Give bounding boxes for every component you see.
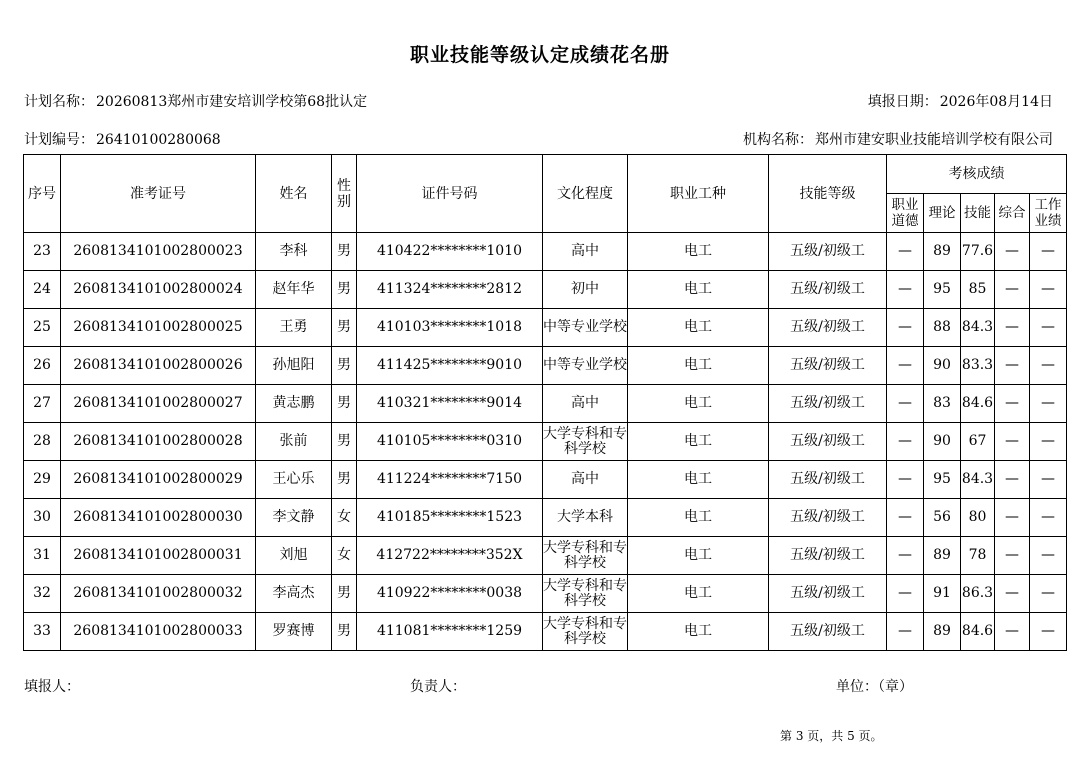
cell-work: — bbox=[1030, 233, 1067, 271]
cell-occupation: 电工 bbox=[628, 423, 769, 461]
cell-theory: 89 bbox=[924, 613, 961, 651]
cell-theory: 89 bbox=[924, 537, 961, 575]
plan-number-value: 26410100280068 bbox=[96, 132, 221, 148]
cell-name: 王心乐 bbox=[256, 461, 332, 499]
cell-skill: 86.3 bbox=[961, 575, 995, 613]
table-row bbox=[24, 461, 1067, 499]
cell-level: 五级/初级工 bbox=[769, 575, 887, 613]
cell-name: 王勇 bbox=[256, 309, 332, 347]
cell-id-no: 412722********352X bbox=[357, 537, 543, 575]
cell-gender: 男 bbox=[332, 613, 357, 651]
cell-id-no: 410922********0038 bbox=[357, 575, 543, 613]
cell-theory: 83 bbox=[924, 385, 961, 423]
cell-ethics: — bbox=[887, 575, 924, 613]
cell-ticket: 2608134101002800027 bbox=[61, 385, 256, 423]
fill-date-value: 2026年08月14日 bbox=[939, 94, 1053, 110]
cell-theory: 90 bbox=[924, 423, 961, 461]
cell-education: 大学本科 bbox=[543, 499, 628, 537]
header-occupation: 职业工种 bbox=[628, 155, 769, 233]
cell-ticket: 2608134101002800025 bbox=[61, 309, 256, 347]
cell-ticket: 2608134101002800030 bbox=[61, 499, 256, 537]
org-name-value: 郑州市建安职业技能培训学校有限公司 bbox=[815, 132, 1053, 148]
header-skill: 技能 bbox=[961, 194, 995, 233]
cell-occupation: 电工 bbox=[628, 233, 769, 271]
cell-gender: 女 bbox=[332, 499, 357, 537]
table-row bbox=[24, 613, 1067, 651]
cell-overall: — bbox=[995, 347, 1030, 385]
cell-ticket: 2608134101002800024 bbox=[61, 271, 256, 309]
cell-id-no: 411224********7150 bbox=[357, 461, 543, 499]
cell-id-no: 411081********1259 bbox=[357, 613, 543, 651]
cell-education: 高中 bbox=[543, 385, 628, 423]
cell-overall: — bbox=[995, 537, 1030, 575]
cell-ticket: 2608134101002800029 bbox=[61, 461, 256, 499]
cell-overall: — bbox=[995, 271, 1030, 309]
cell-gender: 男 bbox=[332, 347, 357, 385]
cell-gender: 男 bbox=[332, 423, 357, 461]
cell-work: — bbox=[1030, 461, 1067, 499]
table-row bbox=[24, 309, 1067, 347]
header-id-no: 证件号码 bbox=[357, 155, 543, 233]
cell-skill: 84.3 bbox=[961, 461, 995, 499]
cell-overall: — bbox=[995, 233, 1030, 271]
cell-name: 黄志鹏 bbox=[256, 385, 332, 423]
cell-work: — bbox=[1030, 385, 1067, 423]
responsible-person-label: 负责人： bbox=[410, 679, 466, 695]
cell-overall: — bbox=[995, 461, 1030, 499]
table-row bbox=[24, 575, 1067, 613]
cell-work: — bbox=[1030, 347, 1067, 385]
cell-skill: 84.3 bbox=[961, 309, 995, 347]
cell-work: — bbox=[1030, 309, 1067, 347]
cell-name: 赵年华 bbox=[256, 271, 332, 309]
org-name-label: 机构名称： bbox=[743, 132, 813, 148]
cell-id-no: 410105********0310 bbox=[357, 423, 543, 461]
cell-id-no: 410321********9014 bbox=[357, 385, 543, 423]
cell-occupation: 电工 bbox=[628, 537, 769, 575]
cell-seq: 23 bbox=[24, 233, 61, 271]
cell-seq: 33 bbox=[24, 613, 61, 651]
cell-seq: 27 bbox=[24, 385, 61, 423]
table-row bbox=[24, 347, 1067, 385]
cell-education: 大学专科和专科学校 bbox=[543, 537, 628, 575]
cell-level: 五级/初级工 bbox=[769, 423, 887, 461]
cell-theory: 89 bbox=[924, 233, 961, 271]
cell-name: 李高杰 bbox=[256, 575, 332, 613]
plan-number bbox=[24, 129, 221, 149]
header-overall: 综合 bbox=[995, 194, 1030, 233]
header-skill-level: 技能等级 bbox=[769, 155, 887, 233]
cell-skill: 77.6 bbox=[961, 233, 995, 271]
header-ethics: 职业道德 bbox=[887, 194, 924, 233]
cell-name: 李科 bbox=[256, 233, 332, 271]
cell-ticket: 2608134101002800032 bbox=[61, 575, 256, 613]
cell-skill: 84.6 bbox=[961, 385, 995, 423]
cell-work: — bbox=[1030, 537, 1067, 575]
cell-id-no: 410422********1010 bbox=[357, 233, 543, 271]
cell-seq: 26 bbox=[24, 347, 61, 385]
cell-seq: 24 bbox=[24, 271, 61, 309]
cell-id-no: 411425********9010 bbox=[357, 347, 543, 385]
plan-name bbox=[24, 91, 367, 111]
cell-ethics: — bbox=[887, 423, 924, 461]
header-scores: 考核成绩 bbox=[887, 155, 1067, 194]
cell-ethics: — bbox=[887, 613, 924, 651]
cell-occupation: 电工 bbox=[628, 385, 769, 423]
header-gender: 性别 bbox=[332, 155, 357, 233]
table-row bbox=[24, 499, 1067, 537]
cell-ticket: 2608134101002800033 bbox=[61, 613, 256, 651]
cell-education: 高中 bbox=[543, 461, 628, 499]
table-row bbox=[24, 233, 1067, 271]
cell-education: 中等专业学校 bbox=[543, 347, 628, 385]
cell-education: 大学专科和专科学校 bbox=[543, 423, 628, 461]
cell-education: 中等专业学校 bbox=[543, 309, 628, 347]
header-name: 姓名 bbox=[256, 155, 332, 233]
cell-skill: 84.6 bbox=[961, 613, 995, 651]
cell-ethics: — bbox=[887, 233, 924, 271]
cell-ethics: — bbox=[887, 461, 924, 499]
cell-name: 李文静 bbox=[256, 499, 332, 537]
cell-seq: 31 bbox=[24, 537, 61, 575]
cell-id-no: 411324********2812 bbox=[357, 271, 543, 309]
header-theory: 理论 bbox=[924, 194, 961, 233]
cell-ethics: — bbox=[887, 499, 924, 537]
cell-skill: 85 bbox=[961, 271, 995, 309]
cell-overall: — bbox=[995, 385, 1030, 423]
header-work-performance: 工作业绩 bbox=[1030, 194, 1067, 233]
table-row bbox=[24, 271, 1067, 309]
cell-occupation: 电工 bbox=[628, 613, 769, 651]
cell-gender: 男 bbox=[332, 461, 357, 499]
cell-level: 五级/初级工 bbox=[769, 385, 887, 423]
page-number: 第 3 页，共 5 页。 bbox=[780, 729, 883, 743]
cell-level: 五级/初级工 bbox=[769, 613, 887, 651]
table-row bbox=[24, 537, 1067, 575]
cell-work: — bbox=[1030, 613, 1067, 651]
cell-name: 刘旭 bbox=[256, 537, 332, 575]
cell-name: 张前 bbox=[256, 423, 332, 461]
table-row bbox=[24, 385, 1067, 423]
cell-education: 大学专科和专科学校 bbox=[543, 575, 628, 613]
cell-gender: 男 bbox=[332, 309, 357, 347]
cell-work: — bbox=[1030, 271, 1067, 309]
fill-date bbox=[868, 91, 1053, 111]
cell-level: 五级/初级工 bbox=[769, 461, 887, 499]
cell-ticket: 2608134101002800031 bbox=[61, 537, 256, 575]
cell-overall: — bbox=[995, 423, 1030, 461]
cell-skill: 83.3 bbox=[961, 347, 995, 385]
header-seq: 序号 bbox=[24, 155, 61, 233]
plan-number-label: 计划编号： bbox=[24, 132, 94, 148]
org-name bbox=[743, 129, 1053, 149]
cell-gender: 男 bbox=[332, 385, 357, 423]
cell-work: — bbox=[1030, 575, 1067, 613]
cell-ticket: 2608134101002800028 bbox=[61, 423, 256, 461]
cell-education: 初中 bbox=[543, 271, 628, 309]
cell-level: 五级/初级工 bbox=[769, 309, 887, 347]
cell-overall: — bbox=[995, 575, 1030, 613]
cell-gender: 男 bbox=[332, 271, 357, 309]
cell-ethics: — bbox=[887, 537, 924, 575]
cell-ticket: 2608134101002800026 bbox=[61, 347, 256, 385]
plan-name-value: 20260813郑州市建安培训学校第68批认定 bbox=[96, 94, 368, 110]
cell-occupation: 电工 bbox=[628, 271, 769, 309]
cell-overall: — bbox=[995, 309, 1030, 347]
cell-occupation: 电工 bbox=[628, 575, 769, 613]
cell-ticket: 2608134101002800023 bbox=[61, 233, 256, 271]
cell-occupation: 电工 bbox=[628, 461, 769, 499]
fill-date-label: 填报日期： bbox=[867, 94, 938, 110]
cell-ethics: — bbox=[887, 271, 924, 309]
header-ticket: 准考证号 bbox=[61, 155, 256, 233]
cell-level: 五级/初级工 bbox=[769, 537, 887, 575]
roster-table bbox=[23, 154, 1067, 651]
cell-ethics: — bbox=[887, 347, 924, 385]
cell-occupation: 电工 bbox=[628, 309, 769, 347]
cell-name: 罗赛博 bbox=[256, 613, 332, 651]
cell-work: — bbox=[1030, 423, 1067, 461]
cell-theory: 56 bbox=[924, 499, 961, 537]
cell-name: 孙旭阳 bbox=[256, 347, 332, 385]
cell-theory: 95 bbox=[924, 461, 961, 499]
cell-level: 五级/初级工 bbox=[769, 271, 887, 309]
cell-seq: 30 bbox=[24, 499, 61, 537]
cell-theory: 90 bbox=[924, 347, 961, 385]
cell-seq: 29 bbox=[24, 461, 61, 499]
cell-level: 五级/初级工 bbox=[769, 347, 887, 385]
cell-theory: 88 bbox=[924, 309, 961, 347]
reporter-label: 填报人： bbox=[24, 679, 80, 695]
cell-seq: 25 bbox=[24, 309, 61, 347]
cell-occupation: 电工 bbox=[628, 347, 769, 385]
cell-seq: 28 bbox=[24, 423, 61, 461]
cell-level: 五级/初级工 bbox=[769, 499, 887, 537]
page-title: 职业技能等级认定成绩花名册 bbox=[409, 44, 670, 66]
cell-work: — bbox=[1030, 499, 1067, 537]
unit-seal-label: 单位：（章） bbox=[836, 679, 913, 695]
cell-education: 大学专科和专科学校 bbox=[543, 613, 628, 651]
plan-name-label: 计划名称： bbox=[24, 94, 94, 110]
cell-skill: 78 bbox=[961, 537, 995, 575]
cell-gender: 男 bbox=[332, 575, 357, 613]
cell-id-no: 410185********1523 bbox=[357, 499, 543, 537]
cell-gender: 男 bbox=[332, 233, 357, 271]
cell-education: 高中 bbox=[543, 233, 628, 271]
cell-gender: 女 bbox=[332, 537, 357, 575]
cell-skill: 67 bbox=[961, 423, 995, 461]
cell-overall: — bbox=[995, 499, 1030, 537]
header-education: 文化程度 bbox=[543, 155, 628, 233]
cell-ethics: — bbox=[887, 385, 924, 423]
cell-occupation: 电工 bbox=[628, 499, 769, 537]
cell-level: 五级/初级工 bbox=[769, 233, 887, 271]
cell-theory: 91 bbox=[924, 575, 961, 613]
table-row bbox=[24, 423, 1067, 461]
cell-overall: — bbox=[995, 613, 1030, 651]
cell-skill: 80 bbox=[961, 499, 995, 537]
cell-ethics: — bbox=[887, 309, 924, 347]
cell-theory: 95 bbox=[924, 271, 961, 309]
cell-id-no: 410103********1018 bbox=[357, 309, 543, 347]
cell-seq: 32 bbox=[24, 575, 61, 613]
